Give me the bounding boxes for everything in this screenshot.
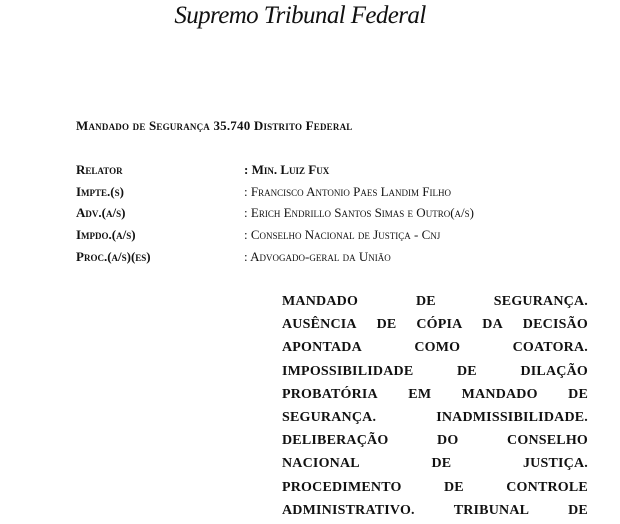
ementa-word: SEGURANÇA. (282, 409, 377, 425)
ementa-word: DA (482, 317, 503, 333)
ementa-word: MANDADO (282, 294, 359, 309)
party-value (244, 246, 596, 268)
ementa-line (282, 429, 588, 452)
party-role: Relator (76, 161, 123, 177)
party-row (76, 159, 596, 181)
party-separator: : (244, 161, 249, 177)
ementa-line (282, 290, 588, 313)
case-title: Mandado de Segurança 35.740 Distrito Federal (76, 118, 353, 133)
ementa-word: INADMISSIBILIDADE. (436, 409, 588, 425)
ementa-line (282, 406, 588, 429)
ementa-word: DE (444, 479, 464, 495)
ementa-word: DELIBERAÇÃO (282, 433, 389, 449)
court-header: Supremo Tribunal Federal (174, 2, 426, 29)
party-separator: : (244, 205, 248, 221)
party-row (76, 181, 596, 203)
party-row (76, 246, 596, 268)
party-role: Adv.(a/s) (76, 205, 126, 221)
ementa-word: COMO (414, 340, 461, 356)
party-role: Impdo.(a/s) (76, 227, 136, 243)
party-name: Min. Luiz Fux (251, 161, 330, 177)
party-name: Francisco Antonio Paes Landim Filho (250, 183, 452, 199)
party-name: Conselho Nacional de Justiça - Cnj (250, 227, 441, 243)
party-value (244, 203, 596, 225)
ementa-line (282, 313, 588, 336)
ementa-word: EM (408, 386, 432, 402)
party-name: Erich Endrillo Santos Simas e Outro(a/s) (250, 205, 474, 221)
ementa-line (282, 476, 588, 499)
ementa-word: DE (568, 502, 588, 518)
ementa-line (282, 452, 588, 475)
ementa-word: DECISÃO (522, 317, 588, 333)
ementa-word: DILAÇÃO (520, 363, 588, 379)
ementa-word: APONTADA (282, 340, 362, 356)
ementa-word: IMPOSSIBILIDADE (282, 363, 414, 379)
ementa-line (282, 499, 588, 522)
party-separator: : (244, 249, 248, 265)
ementa-word: JUSTIÇA. (522, 456, 588, 472)
party-row (76, 224, 596, 246)
ementa-word: PROCEDIMENTO (282, 479, 402, 495)
ementa-word: CONTROLE (506, 479, 588, 495)
ementa-word: MANDADO (461, 386, 538, 402)
party-separator: : (244, 227, 248, 243)
party-role: Proc.(a/s)(es) (76, 249, 151, 265)
ementa-word: CÓPIA (416, 317, 463, 333)
party-role: Impte.(s) (76, 183, 124, 199)
ementa-line (282, 336, 588, 359)
ementa-line (282, 360, 588, 383)
parties-table (76, 159, 596, 268)
ementa-word: SEGURANÇA. (493, 294, 588, 309)
ementa-word: CONSELHO (507, 433, 588, 449)
party-row (76, 203, 596, 225)
party-value (244, 181, 596, 203)
party-name: Advogado-geral da União (250, 249, 391, 265)
ementa-word: DE (568, 386, 588, 402)
party-value (244, 224, 596, 246)
ementa-word: DE (416, 294, 436, 309)
party-separator: : (244, 183, 248, 199)
party-value (244, 159, 596, 181)
ementa-block (282, 290, 588, 522)
ementa-word: TRIBUNAL (453, 502, 530, 518)
ementa-word: DE (431, 456, 452, 472)
ementa-line (282, 383, 588, 406)
ementa-word: COATORA. (512, 340, 588, 356)
ementa-word: DE (376, 317, 397, 333)
ementa-word: DE (456, 363, 477, 379)
ementa-word: PROBATÓRIA (282, 386, 378, 402)
ementa-word: AUSÊNCIA (282, 317, 357, 333)
ementa-word: NACIONAL (282, 456, 360, 472)
ementa-word: ADMINISTRATIVO. (282, 502, 415, 518)
ementa-word: DO (437, 433, 459, 449)
